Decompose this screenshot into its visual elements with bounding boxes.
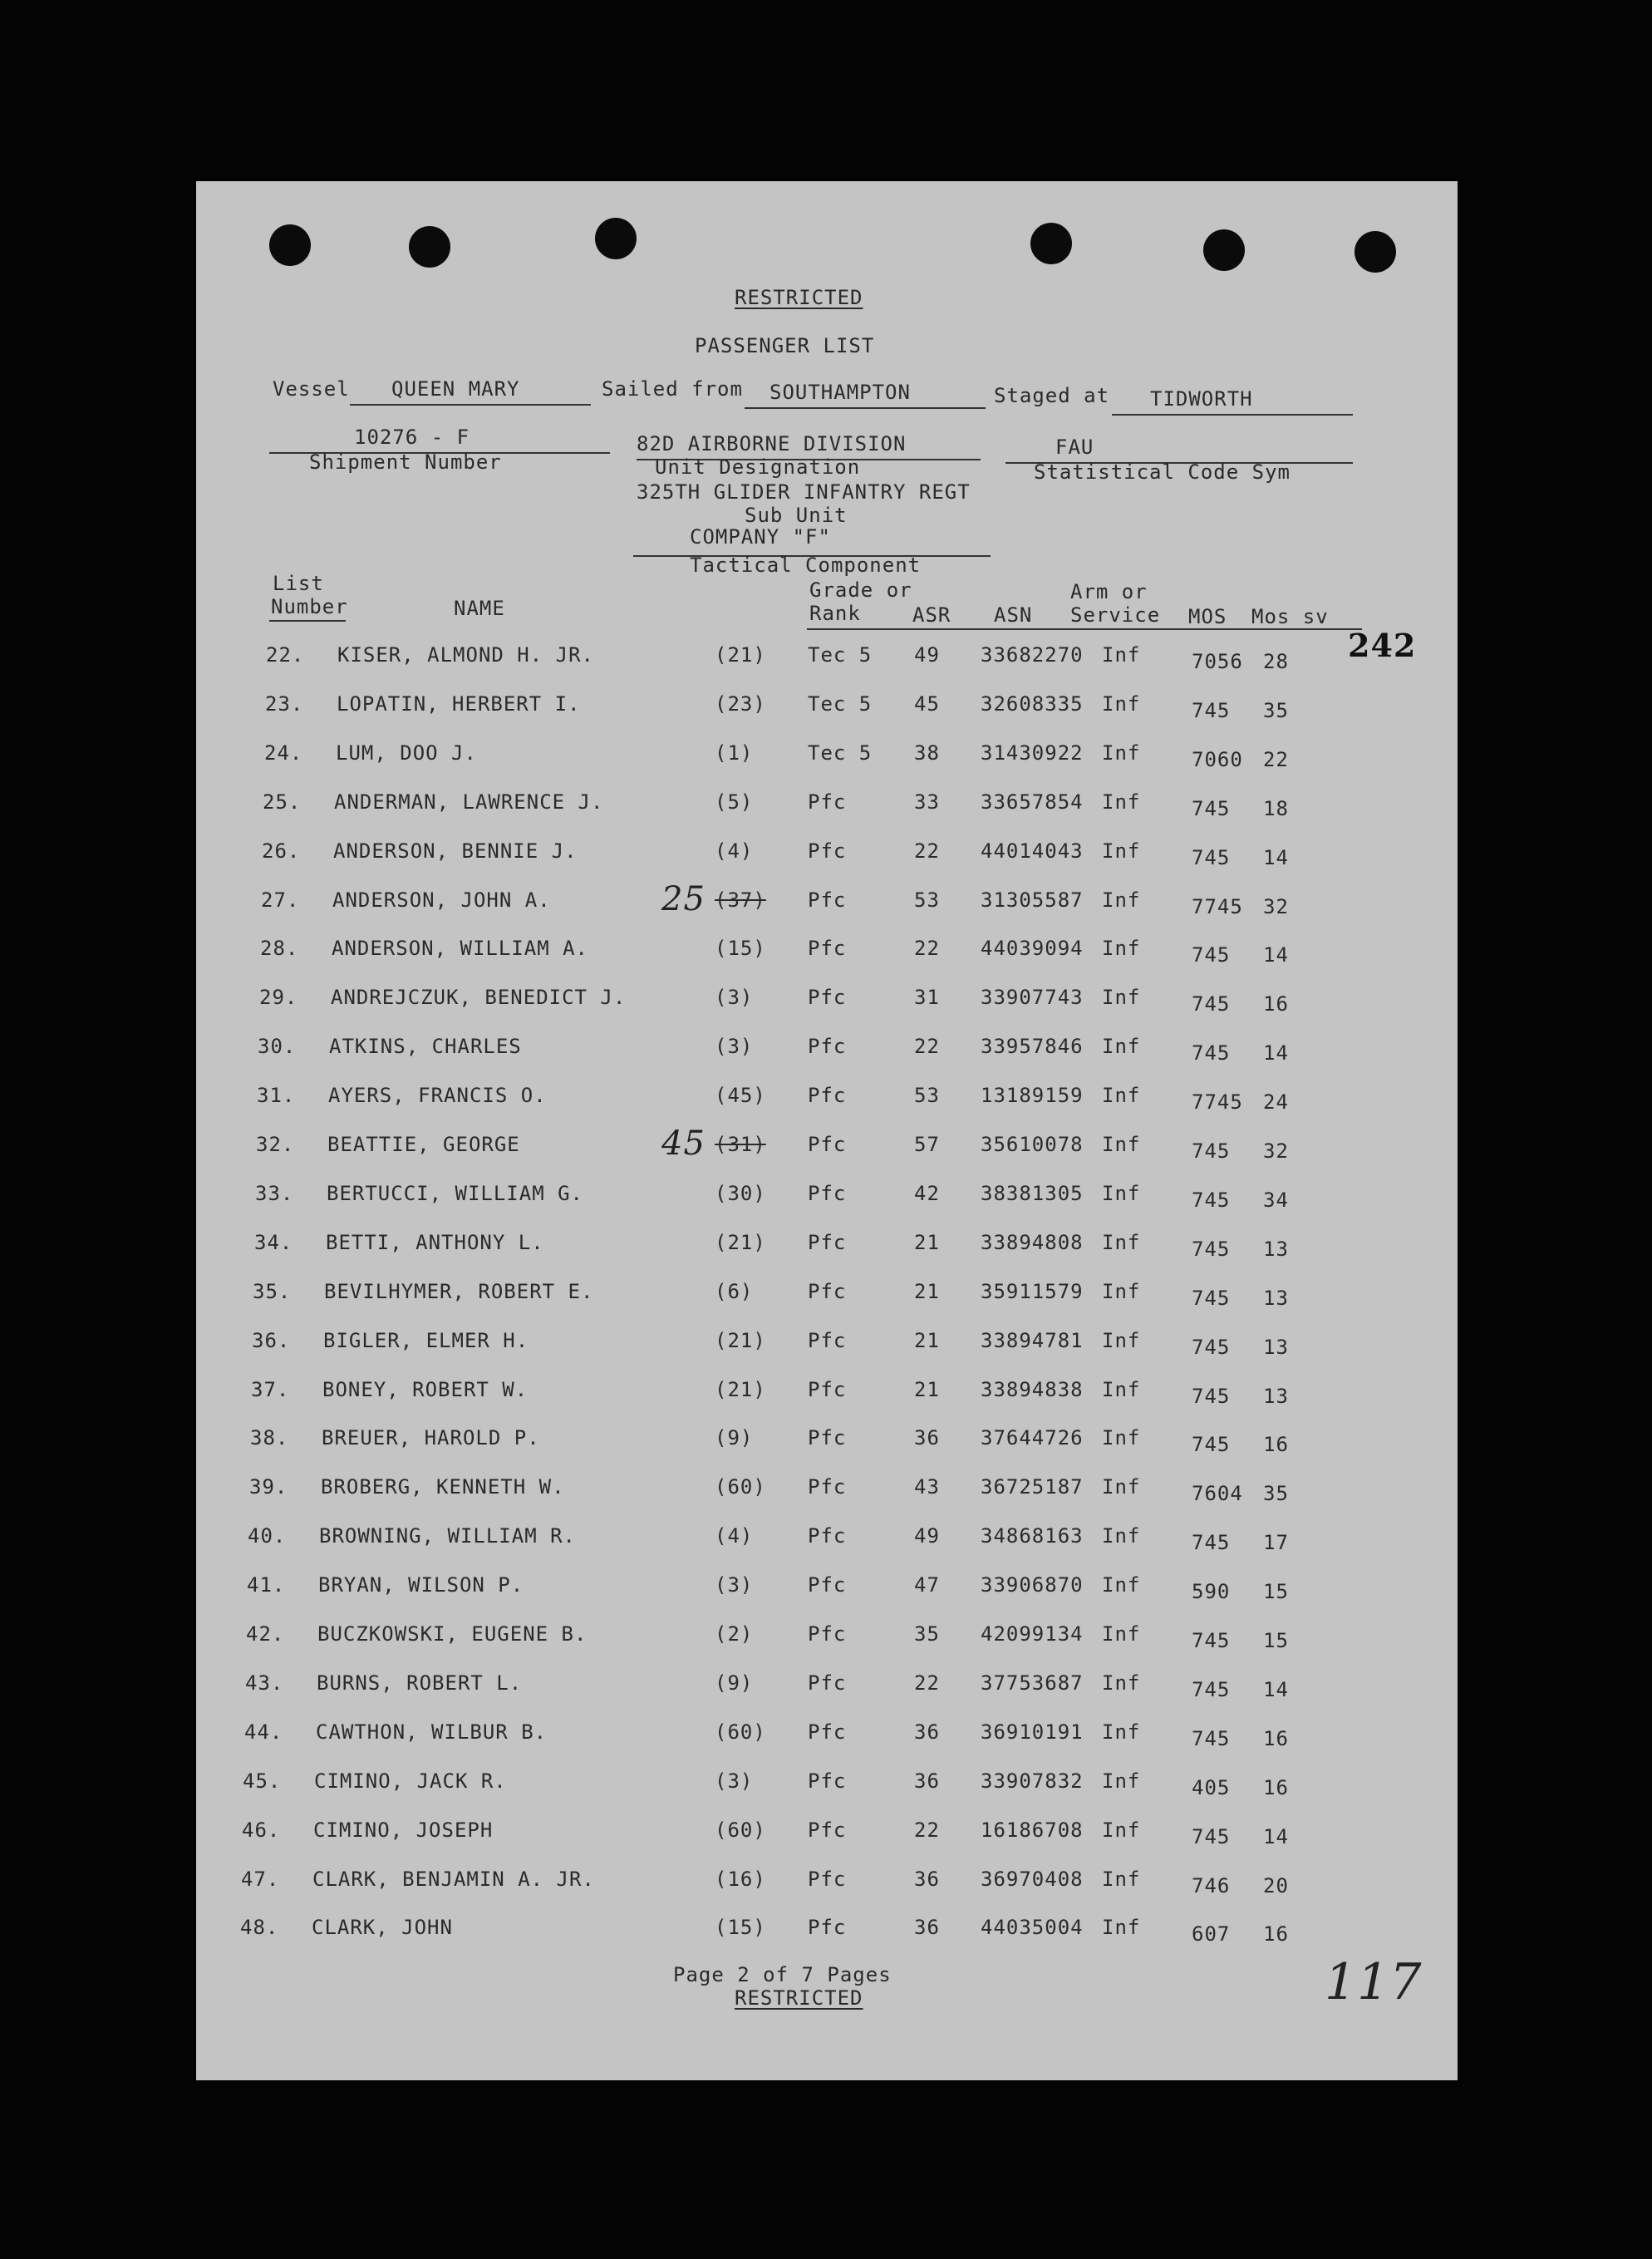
- row-code: (6): [715, 1280, 754, 1303]
- row-asr: 53: [914, 888, 940, 912]
- row-asr: 21: [914, 1329, 940, 1352]
- row-asn: 31430922: [981, 741, 1084, 765]
- row-mos: 405: [1192, 1776, 1231, 1799]
- row-name: AYERS, FRANCIS O.: [328, 1084, 547, 1107]
- row-grade: Pfc: [808, 937, 847, 960]
- row-arm-service: Inf: [1102, 1231, 1141, 1254]
- sailed-from-value: SOUTHAMPTON: [769, 381, 911, 404]
- row-asn: 36910191: [981, 1720, 1084, 1744]
- row-mos: 745: [1192, 1678, 1231, 1701]
- row-code: (9): [715, 1671, 754, 1695]
- row-arm-service: Inf: [1102, 937, 1141, 960]
- row-mos-sv: 18: [1263, 797, 1289, 820]
- row-list-number: 25.: [263, 790, 302, 814]
- row-mos-sv: 17: [1263, 1531, 1289, 1554]
- row-grade: Pfc: [808, 1769, 847, 1793]
- row-code: (21): [715, 643, 766, 667]
- row-mos-sv: 14: [1263, 846, 1289, 869]
- row-asn: 33907743: [981, 986, 1084, 1009]
- row-mos-sv: 32: [1263, 895, 1289, 918]
- row-arm-service: Inf: [1102, 1329, 1141, 1352]
- row-code: (30): [715, 1182, 766, 1205]
- row-list-number: 32.: [256, 1133, 295, 1156]
- row-code: (4): [715, 1524, 754, 1548]
- row-mos-sv: 13: [1263, 1287, 1289, 1310]
- row-list-number: 23.: [265, 692, 304, 716]
- row-arm-service: Inf: [1102, 888, 1141, 912]
- row-asn: 33894781: [981, 1329, 1084, 1352]
- row-arm-service: Inf: [1102, 1573, 1141, 1597]
- row-arm-service: Inf: [1102, 1133, 1141, 1156]
- row-arm-service: Inf: [1102, 1916, 1141, 1939]
- row-grade: Pfc: [808, 1231, 847, 1254]
- row-name: BREUER, HAROLD P.: [322, 1426, 540, 1449]
- row-grade: Pfc: [808, 986, 847, 1009]
- row-handwritten-correction: 25: [661, 880, 706, 918]
- row-name: KISER, ALMOND H. JR.: [337, 643, 594, 667]
- row-mos-sv: 16: [1263, 1776, 1289, 1799]
- row-name: BERTUCCI, WILLIAM G.: [327, 1182, 583, 1205]
- col-grade-2: Rank: [809, 602, 861, 625]
- col-asr: ASR: [912, 603, 951, 627]
- row-list-number: 31.: [257, 1084, 296, 1107]
- row-asr: 42: [914, 1182, 940, 1205]
- row-asr: 47: [914, 1573, 940, 1597]
- row-mos-sv: 16: [1263, 1922, 1289, 1946]
- row-asn: 42099134: [981, 1622, 1084, 1646]
- row-arm-service: Inf: [1102, 1280, 1141, 1303]
- row-mos: 745: [1192, 1531, 1231, 1554]
- row-mos-sv: 13: [1263, 1336, 1289, 1359]
- row-name: LOPATIN, HERBERT I.: [337, 692, 581, 716]
- row-asr: 21: [914, 1280, 940, 1303]
- row-name: ANDERSON, WILLIAM A.: [332, 937, 588, 960]
- row-list-number: 38.: [250, 1426, 289, 1449]
- row-code: (15): [715, 937, 766, 960]
- row-code: (45): [715, 1084, 766, 1107]
- row-mos: 745: [1192, 1287, 1231, 1310]
- row-arm-service: Inf: [1102, 1035, 1141, 1058]
- row-list-number: 30.: [258, 1035, 297, 1058]
- row-mos: 607: [1192, 1922, 1231, 1946]
- row-grade: Pfc: [808, 1035, 847, 1058]
- row-list-number: 47.: [241, 1868, 280, 1891]
- row-name: ANDERMAN, LAWRENCE J.: [334, 790, 604, 814]
- row-code: (60): [715, 1819, 766, 1842]
- row-name: BRYAN, WILSON P.: [318, 1573, 524, 1597]
- row-asr: 38: [914, 741, 940, 765]
- row-mos-sv: 14: [1263, 1041, 1289, 1065]
- row-mos: 745: [1192, 1189, 1231, 1212]
- row-asr: 21: [914, 1231, 940, 1254]
- row-mos: 745: [1192, 699, 1231, 722]
- row-handwritten-correction: 45: [661, 1125, 706, 1163]
- col-grade: Grade or: [809, 578, 912, 602]
- row-name: CLARK, JOHN: [312, 1916, 453, 1939]
- row-asn: 38381305: [981, 1182, 1084, 1205]
- row-list-number: 26.: [262, 839, 301, 863]
- row-list-number: 29.: [259, 986, 298, 1009]
- row-mos: 590: [1192, 1580, 1231, 1603]
- row-name: LUM, DOO J.: [336, 741, 477, 765]
- row-list-number: 45.: [243, 1769, 282, 1793]
- sailed-from-label: Sailed from: [602, 377, 743, 401]
- page-indicator: Page 2 of 7 Pages: [673, 1963, 892, 1986]
- handwritten-number: 117: [1325, 1953, 1423, 2011]
- row-list-number: 43.: [245, 1671, 284, 1695]
- row-grade: Pfc: [808, 790, 847, 814]
- row-mos: 745: [1192, 1385, 1231, 1408]
- row-code: (37): [715, 888, 766, 912]
- row-grade: Pfc: [808, 1671, 847, 1695]
- row-arm-service: Inf: [1102, 1475, 1141, 1499]
- row-name: BROBERG, KENNETH W.: [321, 1475, 565, 1499]
- row-name: CAWTHON, WILBUR B.: [316, 1720, 548, 1744]
- row-grade: Pfc: [808, 1720, 847, 1744]
- row-list-number: 27.: [261, 888, 300, 912]
- row-asr: 22: [914, 937, 940, 960]
- row-grade: Pfc: [808, 1084, 847, 1107]
- row-grade: Pfc: [808, 1329, 847, 1352]
- statistical-code-label: Statistical Code Sym: [1034, 460, 1291, 484]
- row-list-number: 35.: [253, 1280, 292, 1303]
- row-asn: 33682270: [981, 643, 1084, 667]
- row-asn: 37753687: [981, 1671, 1084, 1695]
- row-name: BURNS, ROBERT L.: [317, 1671, 523, 1695]
- row-mos: 745: [1192, 1433, 1231, 1456]
- row-name: BEATTIE, GEORGE: [327, 1133, 520, 1156]
- row-grade: Tec 5: [808, 741, 873, 765]
- row-arm-service: Inf: [1102, 1819, 1141, 1842]
- row-mos-sv: 35: [1263, 1482, 1289, 1505]
- row-grade: Tec 5: [808, 692, 873, 716]
- row-code: (3): [715, 986, 754, 1009]
- row-asn: 13189159: [981, 1084, 1084, 1107]
- row-arm-service: Inf: [1102, 1084, 1141, 1107]
- col-asn: ASN: [994, 603, 1033, 627]
- row-mos-sv: 13: [1263, 1385, 1289, 1408]
- row-name: ANDERSON, BENNIE J.: [333, 839, 578, 863]
- row-asn: 16186708: [981, 1819, 1084, 1842]
- row-name: CIMINO, JOSEPH: [313, 1819, 494, 1842]
- row-arm-service: Inf: [1102, 643, 1141, 667]
- row-asr: 22: [914, 1819, 940, 1842]
- row-asr: 21: [914, 1378, 940, 1401]
- row-code: (1): [715, 741, 754, 765]
- row-arm-service: Inf: [1102, 1622, 1141, 1646]
- row-arm-service: Inf: [1102, 692, 1141, 716]
- row-list-number: 46.: [242, 1819, 281, 1842]
- row-code: (21): [715, 1329, 766, 1352]
- row-mos: 745: [1192, 797, 1231, 820]
- row-name: ATKINS, CHARLES: [329, 1035, 522, 1058]
- row-mos: 746: [1192, 1874, 1231, 1897]
- row-mos: 745: [1192, 1629, 1231, 1652]
- staged-at-value: TIDWORTH: [1150, 387, 1253, 411]
- row-list-number: 34.: [254, 1231, 293, 1254]
- row-code: (2): [715, 1622, 754, 1646]
- row-mos-sv: 14: [1263, 1825, 1289, 1848]
- row-code: (9): [715, 1426, 754, 1449]
- row-list-number: 33.: [255, 1182, 294, 1205]
- col-mos-sv: Mos sv: [1251, 605, 1329, 628]
- row-arm-service: Inf: [1102, 1769, 1141, 1793]
- row-asn: 44035004: [981, 1916, 1084, 1939]
- row-grade: Pfc: [808, 839, 847, 863]
- col-arm-2: Service: [1070, 603, 1161, 627]
- row-arm-service: Inf: [1102, 1671, 1141, 1695]
- row-code: (15): [715, 1916, 766, 1939]
- row-name: CIMINO, JACK R.: [314, 1769, 507, 1793]
- row-grade: Pfc: [808, 1475, 847, 1499]
- row-asn: 33957846: [981, 1035, 1084, 1058]
- row-code: (4): [715, 839, 754, 863]
- row-asr: 36: [914, 1769, 940, 1793]
- row-name: BUCZKOWSKI, EUGENE B.: [317, 1622, 588, 1646]
- shipment-number-value: 10276 - F: [354, 426, 470, 449]
- restricted-heading: RESTRICTED: [735, 286, 863, 309]
- row-asn: 44039094: [981, 937, 1084, 960]
- vessel-label: Vessel: [273, 377, 350, 401]
- row-asr: 45: [914, 692, 940, 716]
- row-list-number: 37.: [251, 1378, 290, 1401]
- row-asn: 31305587: [981, 888, 1084, 912]
- row-mos-sv: 34: [1263, 1189, 1289, 1212]
- row-name: BEVILHYMER, ROBERT E.: [324, 1280, 594, 1303]
- row-asn: 32608335: [981, 692, 1084, 716]
- row-asn: 44014043: [981, 839, 1084, 863]
- col-list-number: List: [273, 572, 324, 595]
- row-arm-service: Inf: [1102, 741, 1141, 765]
- row-list-number: 36.: [252, 1329, 291, 1352]
- row-arm-service: Inf: [1102, 790, 1141, 814]
- row-arm-service: Inf: [1102, 1524, 1141, 1548]
- row-list-number: 40.: [248, 1524, 287, 1548]
- row-mos-sv: 24: [1263, 1090, 1289, 1114]
- row-grade: Pfc: [808, 1868, 847, 1891]
- row-mos-sv: 16: [1263, 992, 1289, 1016]
- row-list-number: 22.: [266, 643, 305, 667]
- row-arm-service: Inf: [1102, 986, 1141, 1009]
- row-list-number: 24.: [264, 741, 303, 765]
- sub-unit-value: 325TH GLIDER INFANTRY REGT: [637, 480, 971, 504]
- row-asr: 31: [914, 986, 940, 1009]
- row-code: (3): [715, 1035, 754, 1058]
- row-code: (60): [715, 1475, 766, 1499]
- row-asr: 57: [914, 1133, 940, 1156]
- row-list-number: 48.: [240, 1916, 279, 1939]
- row-mos-sv: 13: [1263, 1238, 1289, 1261]
- row-mos: 7745: [1192, 1090, 1243, 1114]
- row-mos-sv: 14: [1263, 943, 1289, 967]
- row-arm-service: Inf: [1102, 1182, 1141, 1205]
- row-name: ANDREJCZUK, BENEDICT J.: [331, 986, 627, 1009]
- document-page: [196, 181, 1458, 2080]
- row-mos: 7056: [1192, 650, 1243, 673]
- row-code: (23): [715, 692, 766, 716]
- row-mos-sv: 35: [1263, 699, 1289, 722]
- row-name: BIGLER, ELMER H.: [323, 1329, 529, 1352]
- row-arm-service: Inf: [1102, 839, 1141, 863]
- row-mos: 745: [1192, 1825, 1231, 1848]
- row-asn: 37644726: [981, 1426, 1084, 1449]
- col-list-number-2: Number: [271, 595, 348, 618]
- row-name: ANDERSON, JOHN A.: [332, 888, 551, 912]
- row-asn: 33907832: [981, 1769, 1084, 1793]
- row-mos: 7745: [1192, 895, 1243, 918]
- row-grade: Pfc: [808, 1280, 847, 1303]
- row-mos: 745: [1192, 943, 1231, 967]
- row-code: (60): [715, 1720, 766, 1744]
- row-name: BROWNING, WILLIAM R.: [319, 1524, 576, 1548]
- row-name: CLARK, BENJAMIN A. JR.: [312, 1868, 595, 1891]
- col-name: NAME: [454, 597, 505, 620]
- row-arm-service: Inf: [1102, 1378, 1141, 1401]
- row-asr: 53: [914, 1084, 940, 1107]
- staged-at-label: Staged at: [994, 384, 1110, 407]
- row-name: BONEY, ROBERT W.: [322, 1378, 529, 1401]
- row-asr: 22: [914, 1035, 940, 1058]
- statistical-code-value: FAU: [1055, 436, 1094, 459]
- row-asn: 33906870: [981, 1573, 1084, 1597]
- col-arm: Arm or: [1070, 580, 1148, 603]
- row-list-number: 39.: [249, 1475, 288, 1499]
- row-asr: 22: [914, 1671, 940, 1695]
- row-code: (21): [715, 1378, 766, 1401]
- row-arm-service: Inf: [1102, 1426, 1141, 1449]
- row-grade: Pfc: [808, 1182, 847, 1205]
- row-asn: 33894808: [981, 1231, 1084, 1254]
- row-name: BETTI, ANTHONY L.: [326, 1231, 544, 1254]
- row-asn: 33894838: [981, 1378, 1084, 1401]
- row-asn: 36970408: [981, 1868, 1084, 1891]
- row-list-number: 41.: [247, 1573, 286, 1597]
- row-asn: 34868163: [981, 1524, 1084, 1548]
- stamped-page-number: 242: [1348, 627, 1417, 664]
- row-asr: 33: [914, 790, 940, 814]
- row-list-number: 28.: [260, 937, 299, 960]
- tactical-component-value: COMPANY "F": [690, 525, 831, 549]
- row-mos: 745: [1192, 1238, 1231, 1261]
- row-mos: 745: [1192, 1336, 1231, 1359]
- unit-designation-value: 82D AIRBORNE DIVISION: [637, 432, 907, 455]
- row-asr: 49: [914, 1524, 940, 1548]
- row-grade: Pfc: [808, 1524, 847, 1548]
- row-grade: Pfc: [808, 888, 847, 912]
- row-code: (5): [715, 790, 754, 814]
- row-asr: 36: [914, 1720, 940, 1744]
- row-asr: 22: [914, 839, 940, 863]
- row-mos-sv: 32: [1263, 1139, 1289, 1163]
- row-mos: 7060: [1192, 748, 1243, 771]
- row-grade: Pfc: [808, 1622, 847, 1646]
- shipment-number-label: Shipment Number: [309, 450, 502, 474]
- row-grade: Pfc: [808, 1426, 847, 1449]
- row-asr: 36: [914, 1426, 940, 1449]
- row-asr: 43: [914, 1475, 940, 1499]
- row-mos: 745: [1192, 1727, 1231, 1750]
- tactical-component-label: Tactical Component: [690, 554, 922, 577]
- row-arm-service: Inf: [1102, 1720, 1141, 1744]
- restricted-footer: RESTRICTED: [735, 1986, 863, 2010]
- passenger-table: [196, 181, 1458, 2080]
- row-asr: 36: [914, 1916, 940, 1939]
- row-code: (31): [715, 1133, 766, 1156]
- row-asn: 36725187: [981, 1475, 1084, 1499]
- row-mos: 745: [1192, 846, 1231, 869]
- row-code: (21): [715, 1231, 766, 1254]
- row-mos-sv: 22: [1263, 748, 1289, 771]
- row-code: (3): [715, 1573, 754, 1597]
- row-mos-sv: 28: [1263, 650, 1289, 673]
- row-asr: 49: [914, 643, 940, 667]
- row-grade: Pfc: [808, 1573, 847, 1597]
- row-grade: Pfc: [808, 1819, 847, 1842]
- row-asn: 35610078: [981, 1133, 1084, 1156]
- row-arm-service: Inf: [1102, 1868, 1141, 1891]
- row-mos-sv: 14: [1263, 1678, 1289, 1701]
- row-mos-sv: 15: [1263, 1629, 1289, 1652]
- row-grade: Pfc: [808, 1133, 847, 1156]
- vessel-value: QUEEN MARY: [391, 377, 520, 401]
- row-mos: 745: [1192, 992, 1231, 1016]
- row-mos: 745: [1192, 1041, 1231, 1065]
- row-mos: 745: [1192, 1139, 1231, 1163]
- document-title: PASSENGER LIST: [695, 334, 875, 357]
- row-mos-sv: 15: [1263, 1580, 1289, 1603]
- col-mos: MOS: [1188, 605, 1227, 628]
- row-grade: Tec 5: [808, 643, 873, 667]
- row-code: (3): [715, 1769, 754, 1793]
- row-asn: 35911579: [981, 1280, 1084, 1303]
- row-mos-sv: 20: [1263, 1874, 1289, 1897]
- sub-unit-label: Sub Unit: [745, 504, 848, 527]
- row-mos-sv: 16: [1263, 1433, 1289, 1456]
- row-asr: 36: [914, 1868, 940, 1891]
- row-code: (16): [715, 1868, 766, 1891]
- row-grade: Pfc: [808, 1916, 847, 1939]
- row-grade: Pfc: [808, 1378, 847, 1401]
- row-list-number: 42.: [246, 1622, 285, 1646]
- row-asr: 35: [914, 1622, 940, 1646]
- row-list-number: 44.: [244, 1720, 283, 1744]
- row-asn: 33657854: [981, 790, 1084, 814]
- unit-designation-label: Unit Designation: [655, 455, 861, 479]
- row-mos-sv: 16: [1263, 1727, 1289, 1750]
- row-mos: 7604: [1192, 1482, 1243, 1505]
